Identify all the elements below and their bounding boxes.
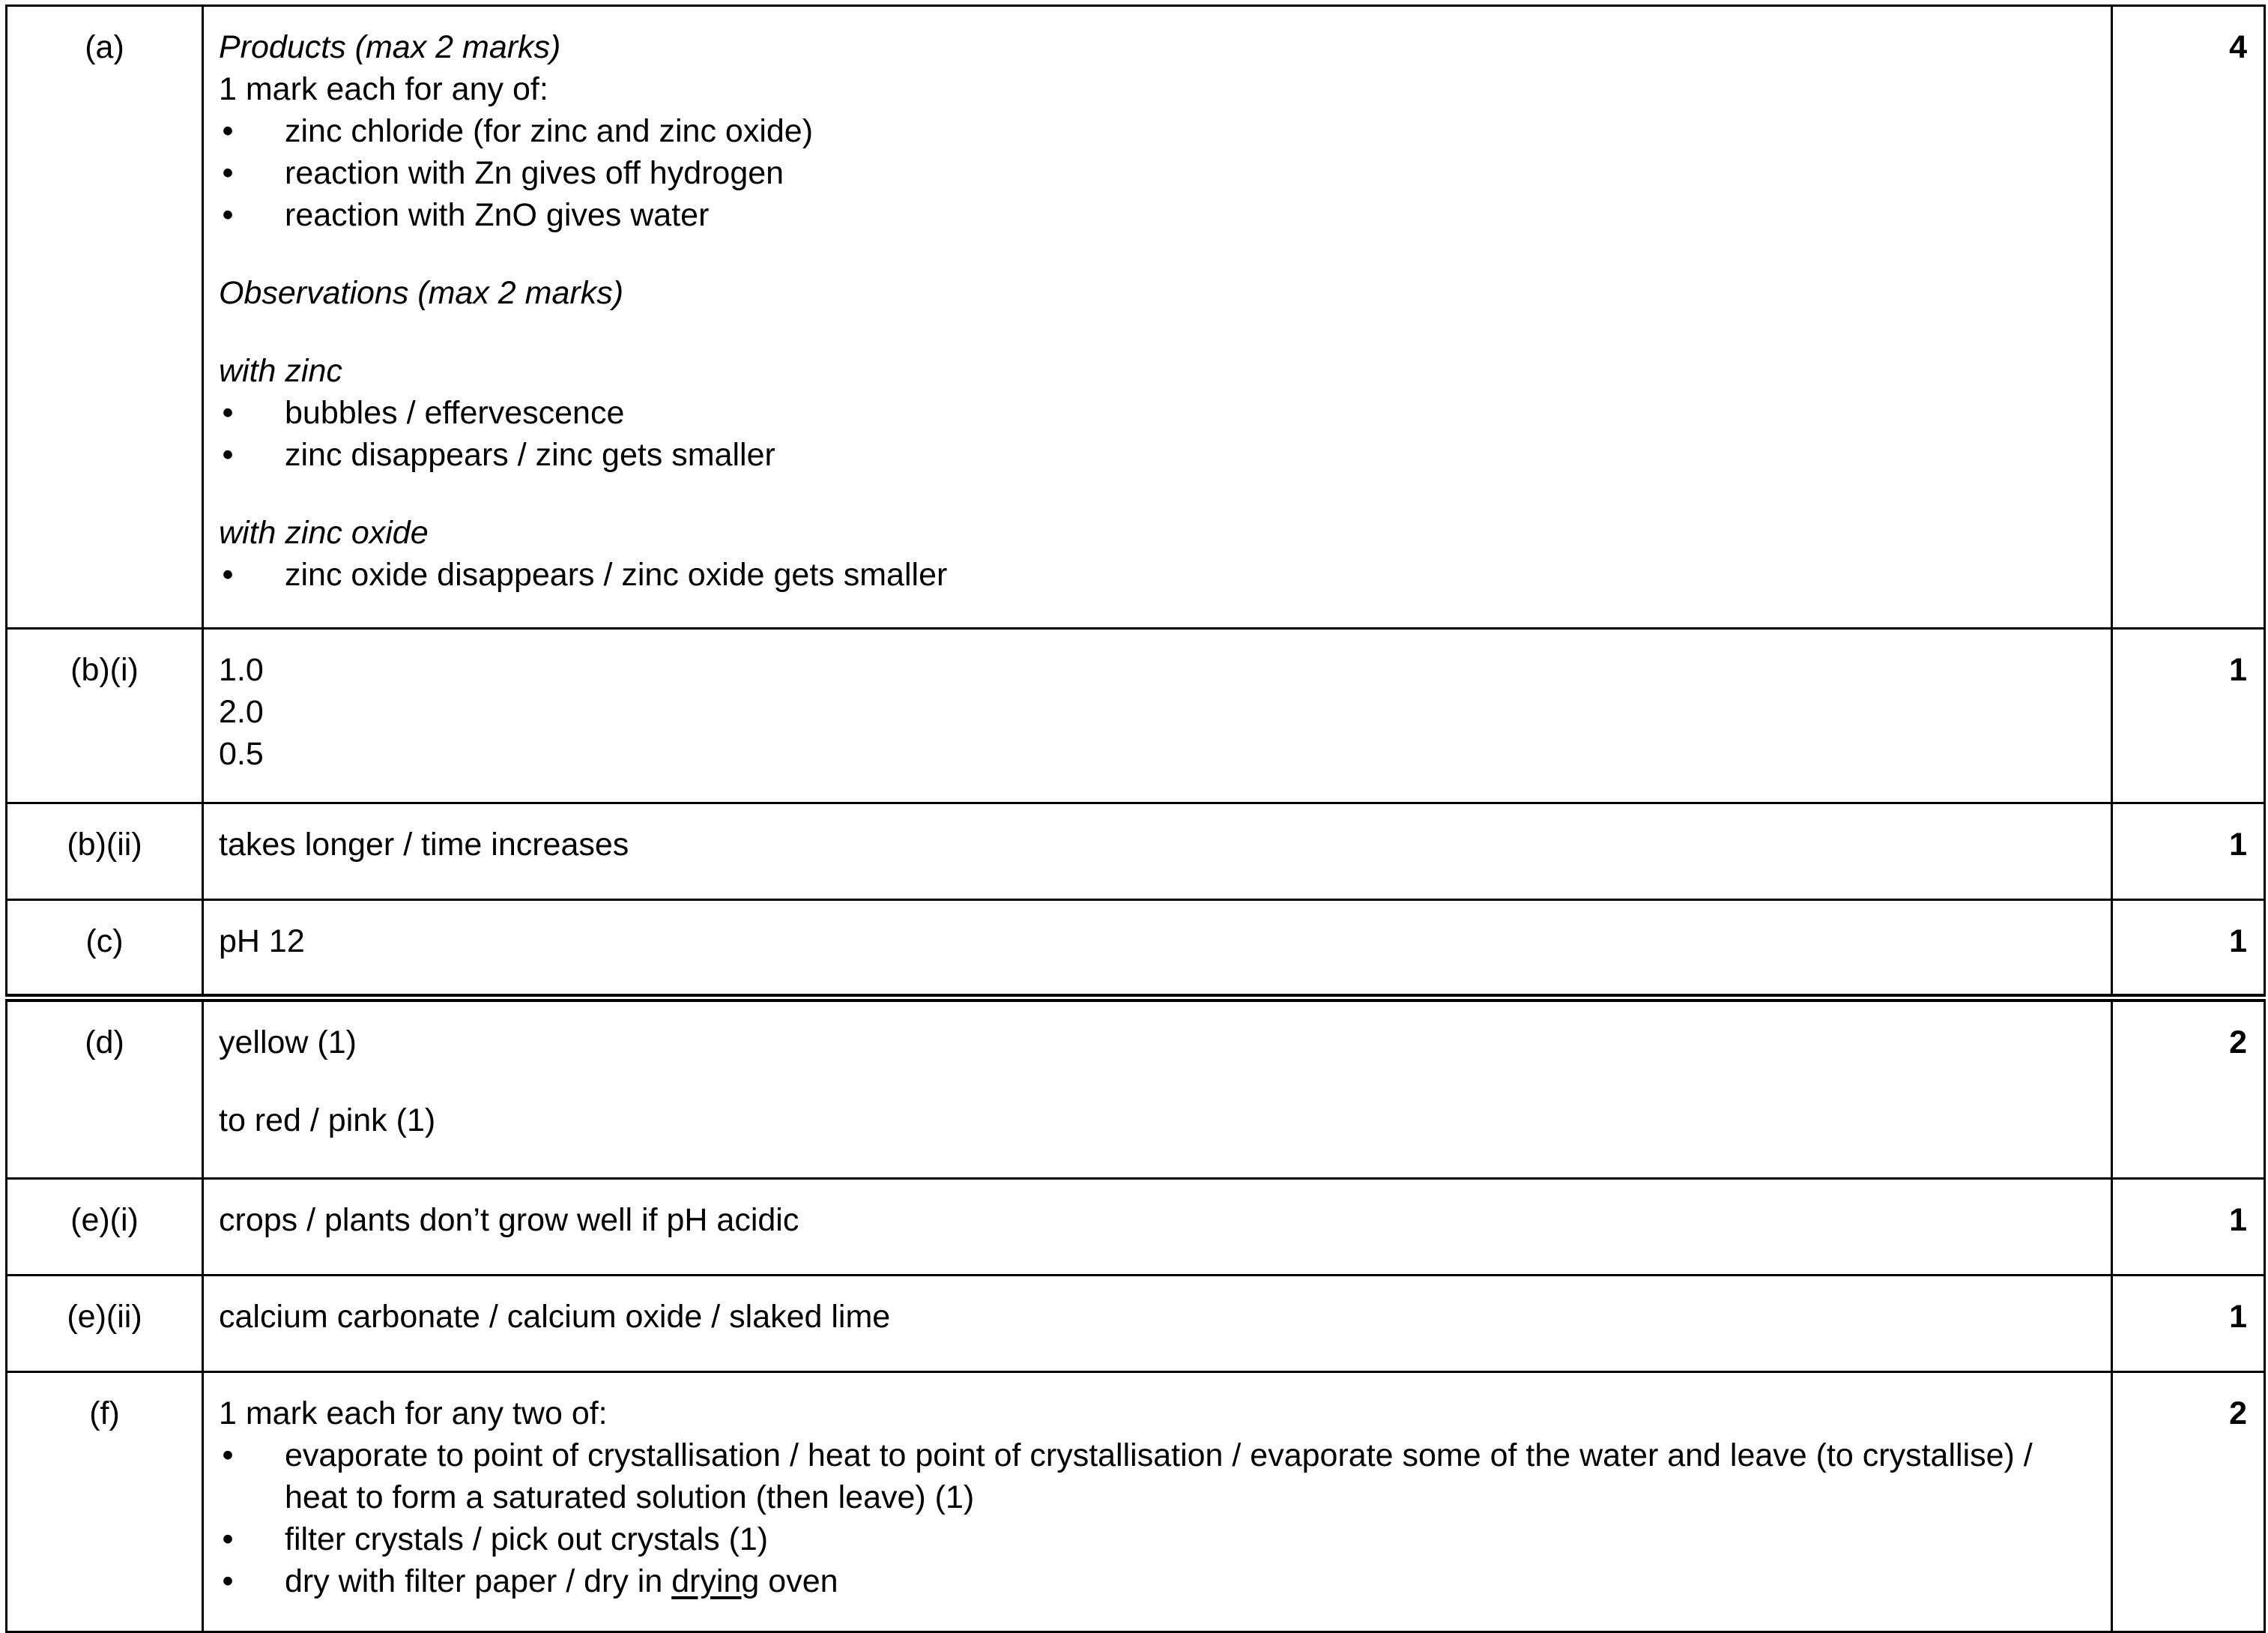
marks-cell: 1 <box>2112 629 2265 803</box>
marks-cell: 1 <box>2112 1179 2265 1276</box>
question-number: (f) <box>7 1372 203 1632</box>
row-c <box>7 900 2265 998</box>
mark-scheme-table <box>5 4 2266 1633</box>
row-e-i <box>7 1179 2265 1276</box>
bullet-icon: • <box>222 557 234 593</box>
answer-cell <box>203 629 2112 803</box>
question-number: (a) <box>7 6 203 629</box>
mark-intro: 1 mark each for any two of: <box>219 1395 608 1431</box>
answer-cell: calcium carbonate / calcium oxide / slaked lime <box>203 1276 2112 1372</box>
answer-cell: pH 12 <box>203 900 2112 998</box>
answer-cell <box>203 1372 2112 1632</box>
observations-heading: Observations (max 2 marks) <box>219 275 624 311</box>
question-number: (b)(ii) <box>7 803 203 900</box>
marks-cell: 2 <box>2112 998 2265 1179</box>
bullet-icon: • <box>222 1521 234 1557</box>
answer-line: to red / pink (1) <box>219 1102 436 1138</box>
list-item: • zinc disappears / zinc gets smaller <box>219 434 2097 476</box>
list-item: • reaction with Zn gives off hydrogen <box>219 152 2097 194</box>
bullet-icon: • <box>222 113 234 149</box>
answer-cell: crops / plants don’t grow well if pH acidic <box>203 1179 2112 1276</box>
list-item: • zinc chloride (for zinc and zinc oxide) <box>219 110 2097 152</box>
question-number: (c) <box>7 900 203 998</box>
products-heading: Products (max 2 marks) <box>219 29 561 65</box>
marks-cell: 1 <box>2112 900 2265 998</box>
answer-line: 2.0 <box>219 694 264 730</box>
bullet-icon: • <box>222 197 234 233</box>
list-item: • zinc oxide disappears / zinc oxide gets smaller <box>219 554 2097 596</box>
row-b-ii <box>7 803 2265 900</box>
bullet-icon: • <box>222 437 234 473</box>
marks-cell: 1 <box>2112 803 2265 900</box>
question-number: (e)(i) <box>7 1179 203 1276</box>
row-b-i <box>7 629 2265 803</box>
row-f <box>7 1372 2265 1632</box>
method-list <box>219 1434 2097 1602</box>
marks-cell: 4 <box>2112 6 2265 629</box>
answer-line: 0.5 <box>219 736 264 772</box>
question-number: (d) <box>7 998 203 1179</box>
mark-intro: 1 mark each for any of: <box>219 71 548 107</box>
answer-line: 1.0 <box>219 652 264 688</box>
with-zinc-oxide-list <box>219 554 2097 596</box>
bullet-icon: • <box>222 395 234 431</box>
list-item: • dry with filter paper / dry in drying oven <box>219 1560 2097 1602</box>
bullet-icon: • <box>222 1563 234 1599</box>
with-zinc-oxide-heading: with zinc oxide <box>219 515 429 551</box>
marks-cell: 1 <box>2112 1276 2265 1372</box>
row-a <box>7 6 2265 629</box>
list-item: • filter crystals / pick out crystals (1) <box>219 1518 2097 1560</box>
list-item: • evaporate to point of crystallisation / heat to point of crystallisation / evaporate some of the water and leave (to crystallise) / heat to form a saturated solution (then leave) (1) <box>219 1434 2097 1518</box>
bullet-icon: • <box>222 155 234 191</box>
answer-cell <box>203 6 2112 629</box>
with-zinc-list <box>219 392 2097 476</box>
answer-cell <box>203 998 2112 1179</box>
question-number: (e)(ii) <box>7 1276 203 1372</box>
with-zinc-heading: with zinc <box>219 353 342 389</box>
marks-cell: 2 <box>2112 1372 2265 1632</box>
underlined-word: drying <box>671 1563 760 1599</box>
answer-cell: takes longer / time increases <box>203 803 2112 900</box>
list-item: • bubbles / effervescence <box>219 392 2097 434</box>
row-e-ii <box>7 1276 2265 1372</box>
answer-line: yellow (1) <box>219 1024 357 1060</box>
products-list <box>219 110 2097 236</box>
bullet-icon: • <box>222 1437 234 1473</box>
row-d <box>7 998 2265 1179</box>
question-number: (b)(i) <box>7 629 203 803</box>
list-item: • reaction with ZnO gives water <box>219 194 2097 236</box>
